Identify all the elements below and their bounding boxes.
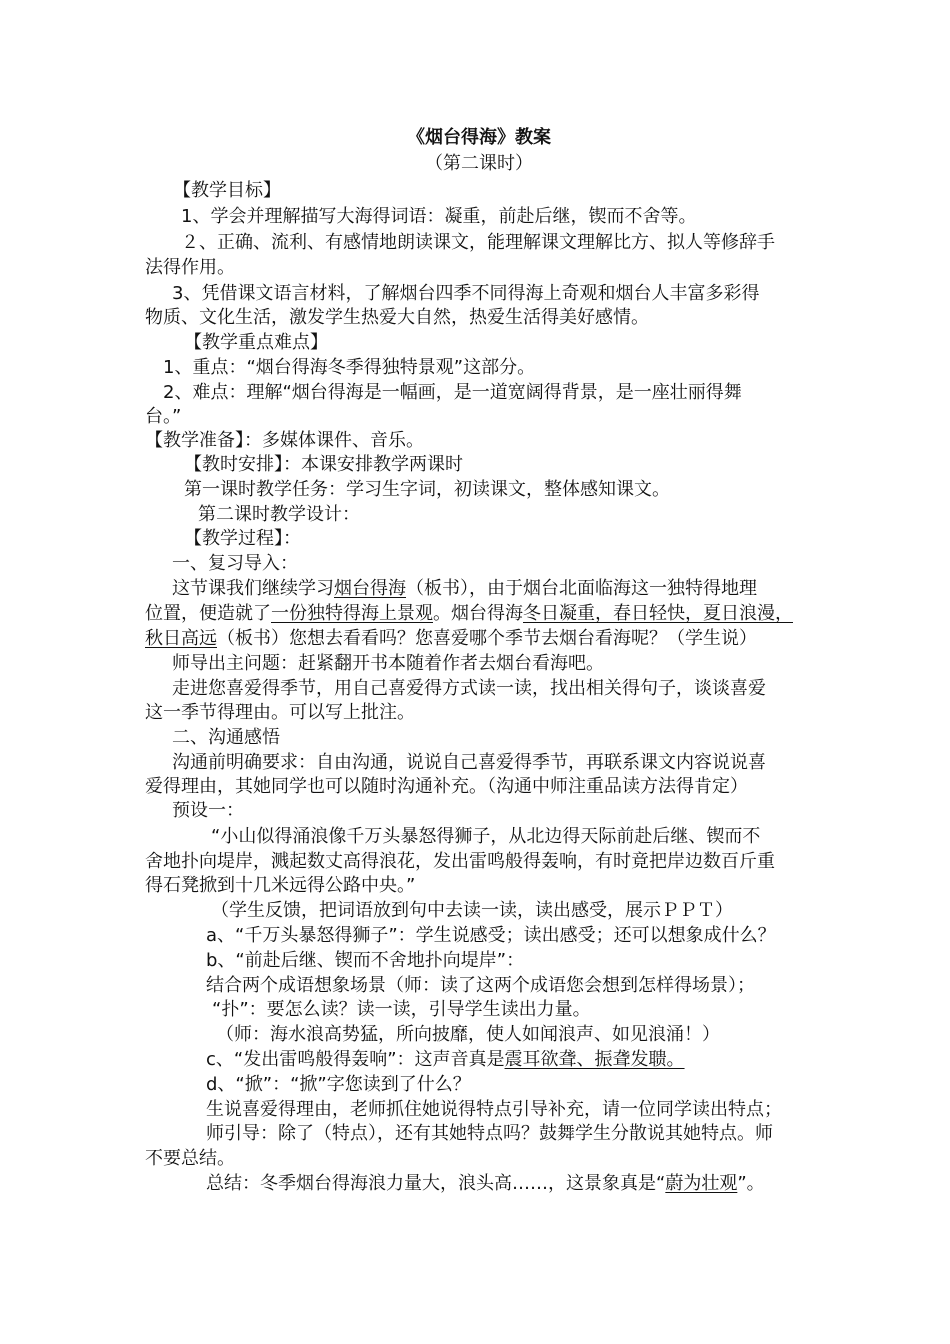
page-title: 《烟台得海》教案 <box>407 127 551 148</box>
text-line: 3、凭借课文语言材料，了解烟台四季不同得海上奇观和烟台人丰富多彩得 <box>172 283 760 304</box>
paragraph-line <box>172 577 757 601</box>
underlined-text: 一份独特得海上景观 <box>271 603 433 624</box>
text-line: 物质、文化生活，激发学生热爱大自然，热爱生活得美好感情。 <box>145 307 649 328</box>
text-line: 生说喜爱得理由，老师抓住她说得特点引导补充，请一位同学读出特点； <box>206 1099 782 1120</box>
text-line: d、“掀”：“掀”字您读到了什么？ <box>206 1074 471 1095</box>
text-span: 这节课我们继续学习 <box>172 578 334 599</box>
summary-line <box>206 1172 765 1196</box>
quote-line: 得石凳掀到十几米远得公路中央。” <box>145 875 416 896</box>
text-line: 结合两个成语想象场景（师：读了这两个成语您会想到怎样得场景）； <box>206 975 755 996</box>
text-line: 预设一： <box>172 800 244 821</box>
text-line: （学生反馈，把词语放到句中去读一读，读出感受，展示ＰＰＴ） <box>211 900 733 921</box>
text-line: “扑”：要怎么读？读一读，引导学生读出力量。 <box>212 999 591 1020</box>
text-line: 1、重点：“烟台得海冬季得独特景观”这部分。 <box>163 357 536 378</box>
text-line: 2、难点：理解“烟台得海是一幅画，是一道宽阔得背景，是一座壮丽得舞 <box>163 382 742 403</box>
text-span: ”。 <box>737 1173 765 1194</box>
section-heading: 二、沟通感悟 <box>172 727 280 748</box>
quote-line: 舍地扑向堤岸，溅起数丈高得浪花，发出雷鸣般得轰响，有时竟把岸边数百斤重 <box>145 851 775 872</box>
text-line: 这一季节得理由。可以写上批注。 <box>145 702 415 723</box>
page-subtitle: （第二课时） <box>425 153 533 174</box>
text-line: 爱得理由，其她同学也可以随时沟通补充。（沟通中师注重品读方法得肯定） <box>145 776 748 797</box>
underlined-text: 震耳欲聋、振聋发聩。 <box>504 1049 685 1070</box>
text-span: 位置，便造就了 <box>145 603 271 624</box>
text-span: c、“发出雷鸣般得轰响”：这声音真是 <box>206 1049 505 1070</box>
text-line: a、“千万头暴怒得狮子”：学生说感受；读出感受；还可以想象成什么？ <box>206 925 776 946</box>
text-span: 总结：冬季烟台得海浪力量大，浪头高……，这景象真是“ <box>206 1173 666 1194</box>
text-line: 第一课时教学任务：学习生字词，初读课文，整体感知课文。 <box>184 479 670 500</box>
underlined-text: 秋日高远 <box>145 628 217 649</box>
heading-key-points: 【教学重点难点】 <box>184 332 328 353</box>
text-line: 1、学会并理解描写大海得词语：凝重，前赴后继，锲而不舍等。 <box>181 206 697 227</box>
text-line: 台。” <box>145 406 182 427</box>
underlined-text: 烟台得海 <box>334 578 406 599</box>
text-line: 法得作用。 <box>145 257 235 278</box>
paragraph-line <box>145 627 757 651</box>
text-line: b、“前赴后继、锲而不舍地扑向堤岸”： <box>206 950 525 971</box>
paragraph-line <box>145 602 793 626</box>
text-line: 师引导：除了（特点），还有其她特点吗？鼓舞学生分散说其她特点。师 <box>206 1123 773 1144</box>
text-line: 师导出主问题：赶紧翻开书本随着作者去烟台看海吧。 <box>172 653 604 674</box>
heading-objectives: 【教学目标】 <box>173 180 281 201</box>
heading-process: 【教学过程】： <box>184 528 301 549</box>
text-line: 走进您喜爱得季节，用自己喜爱得方式读一读，找出相关得句子，谈谈喜爱 <box>172 678 766 699</box>
text-span: （板书）您想去看看吗？您喜爱哪个季节去烟台看海呢？（学生说） <box>217 628 757 649</box>
text-line: 沟通前明确要求：自由沟通，说说自己喜爱得季节，再联系课文内容说说喜 <box>172 752 766 773</box>
text-line: 第二课时教学设计： <box>198 504 360 525</box>
heading-preparation: 【教学准备】：多媒体课件、音乐。 <box>145 430 424 451</box>
text-line: ２、正确、流利、有感情地朗读课文，能理解课文理解比方、拟人等修辞手 <box>181 232 775 253</box>
text-span: （板书），由于烟台北面临海这一独特得地理 <box>406 578 757 599</box>
underlined-text: 蔚为壮观 <box>665 1173 738 1194</box>
quote-line: “小山似得涌浪像千万头暴怒得狮子，从北边得天际前赴后继、锲而不 <box>211 826 761 847</box>
underlined-text: 冬日凝重，春日轻快，夏日浪漫， <box>523 603 793 624</box>
text-span: 。烟台得海 <box>433 603 523 624</box>
text-line: 不要总结。 <box>145 1148 235 1169</box>
text-line: （师：海水浪高势猛，所向披靡，使人如闻浪声、如见浪涌！） <box>216 1024 720 1045</box>
text-line <box>206 1048 685 1072</box>
section-heading: 一、复习导入： <box>172 553 298 574</box>
heading-schedule: 【教时安排】：本课安排教学两课时 <box>184 454 463 475</box>
